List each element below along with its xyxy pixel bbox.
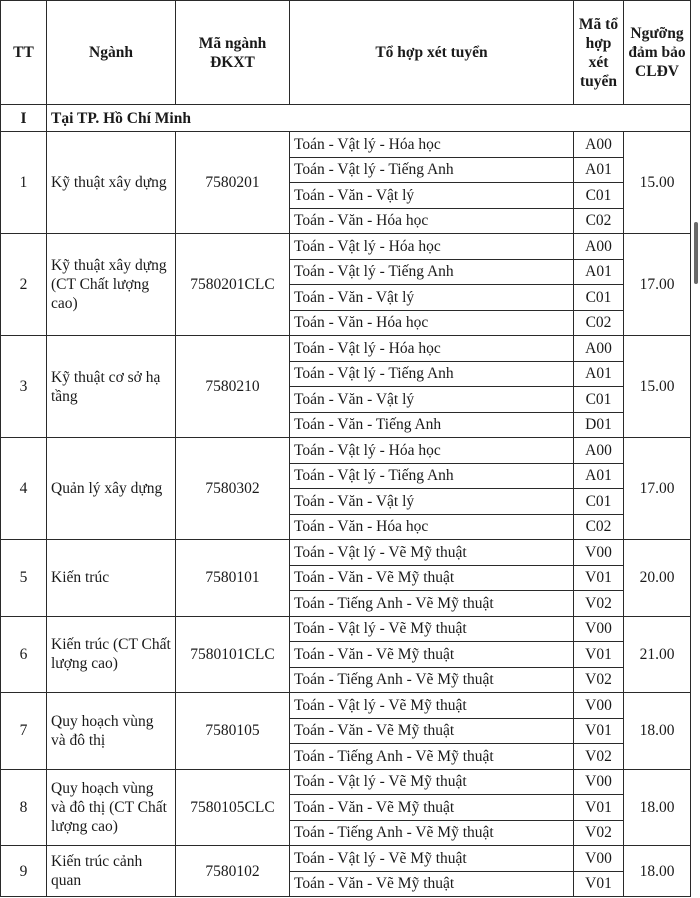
table-row: [1, 616, 691, 642]
program-name: Kiến trúc cảnh quan: [47, 846, 176, 897]
row-number: 6: [1, 616, 47, 693]
subject-combination: Toán - Văn - Vật lý: [290, 387, 574, 413]
combination-code: V00: [574, 616, 624, 642]
table-row: [1, 234, 691, 260]
subject-combination: Toán - Văn - Vẽ Mỹ thuật: [290, 718, 574, 744]
program-code: 7580105CLC: [176, 769, 290, 846]
combination-code: V02: [574, 667, 624, 693]
combination-code: A00: [574, 132, 624, 158]
subject-combination: Toán - Vật lý - Vẽ Mỹ thuật: [290, 693, 574, 719]
combination-code: C01: [574, 387, 624, 413]
combination-code: V02: [574, 744, 624, 770]
combination-code: A00: [574, 336, 624, 362]
table-row: [1, 693, 691, 719]
header-to-hop: Tổ hợp xét tuyển: [290, 1, 574, 105]
subject-combination: Toán - Vật lý - Vẽ Mỹ thuật: [290, 616, 574, 642]
combination-code: C02: [574, 514, 624, 540]
combination-code: C01: [574, 183, 624, 209]
subject-combination: Toán - Văn - Hóa học: [290, 208, 574, 234]
header-ma-nganh: Mã ngành ĐKXT: [176, 1, 290, 105]
program-code: 7580201CLC: [176, 234, 290, 336]
scrollbar-thumb[interactable]: [694, 222, 698, 284]
program-code: 7580201: [176, 132, 290, 234]
program-name: Kỹ thuật xây dựng: [47, 132, 176, 234]
combination-code: V00: [574, 540, 624, 566]
subject-combination: Toán - Văn - Tiếng Anh: [290, 412, 574, 438]
subject-combination: Toán - Vật lý - Hóa học: [290, 438, 574, 464]
subject-combination: Toán - Tiếng Anh - Vẽ Mỹ thuật: [290, 591, 574, 617]
program-name: Kỹ thuật cơ sở hạ tầng: [47, 336, 176, 438]
threshold-score: 17.00: [624, 438, 691, 540]
row-number: 7: [1, 693, 47, 770]
header-nguong: Ngưỡng đảm bảo CLĐV: [624, 1, 691, 105]
subject-combination: Toán - Tiếng Anh - Vẽ Mỹ thuật: [290, 820, 574, 846]
program-code: 7580105: [176, 693, 290, 770]
combination-code: V01: [574, 642, 624, 668]
row-number: 9: [1, 846, 47, 897]
table-row: [1, 438, 691, 464]
table-row: [1, 540, 691, 566]
combination-code: V00: [574, 769, 624, 795]
subject-combination: Toán - Văn - Vật lý: [290, 183, 574, 209]
table-row: [1, 846, 691, 872]
threshold-score: 20.00: [624, 540, 691, 617]
combination-code: V01: [574, 871, 624, 897]
row-number: 1: [1, 132, 47, 234]
subject-combination: Toán - Vật lý - Tiếng Anh: [290, 157, 574, 183]
program-code: 7580101: [176, 540, 290, 617]
subject-combination: Toán - Vật lý - Hóa học: [290, 234, 574, 260]
row-number: 2: [1, 234, 47, 336]
combination-code: C02: [574, 310, 624, 336]
subject-combination: Toán - Văn - Vẽ Mỹ thuật: [290, 871, 574, 897]
subject-combination: Toán - Văn - Vật lý: [290, 285, 574, 311]
combination-code: A01: [574, 157, 624, 183]
subject-combination: Toán - Vật lý - Vẽ Mỹ thuật: [290, 769, 574, 795]
subject-combination: Toán - Vật lý - Hóa học: [290, 336, 574, 362]
table-row: [1, 336, 691, 362]
subject-combination: Toán - Văn - Vẽ Mỹ thuật: [290, 795, 574, 821]
row-number: 3: [1, 336, 47, 438]
subject-combination: Toán - Vật lý - Vẽ Mỹ thuật: [290, 540, 574, 566]
combination-code: A01: [574, 259, 624, 285]
threshold-score: 18.00: [624, 693, 691, 770]
program-code: 7580102: [176, 846, 290, 897]
combination-code: A00: [574, 438, 624, 464]
combination-code: V01: [574, 565, 624, 591]
threshold-score: 18.00: [624, 769, 691, 846]
combination-code: A01: [574, 361, 624, 387]
row-number: 5: [1, 540, 47, 617]
header-tt: TT: [1, 1, 47, 105]
table-header-row: [1, 1, 691, 105]
combination-code: V02: [574, 820, 624, 846]
row-number: 8: [1, 769, 47, 846]
header-ma-to-hop: Mã tổ hợp xét tuyển: [574, 1, 624, 105]
subject-combination: Toán - Vật lý - Vẽ Mỹ thuật: [290, 846, 574, 872]
subject-combination: Toán - Văn - Vẽ Mỹ thuật: [290, 642, 574, 668]
subject-combination: Toán - Tiếng Anh - Vẽ Mỹ thuật: [290, 744, 574, 770]
combination-code: C02: [574, 208, 624, 234]
subject-combination: Toán - Văn - Vẽ Mỹ thuật: [290, 565, 574, 591]
combination-code: V00: [574, 693, 624, 719]
program-name: Quy hoạch vùng và đô thị (CT Chất lượng cao): [47, 769, 176, 846]
combination-code: V01: [574, 718, 624, 744]
threshold-score: 17.00: [624, 234, 691, 336]
row-number: 4: [1, 438, 47, 540]
threshold-score: 18.00: [624, 846, 691, 897]
subject-combination: Toán - Tiếng Anh - Vẽ Mỹ thuật: [290, 667, 574, 693]
subject-combination: Toán - Vật lý - Tiếng Anh: [290, 463, 574, 489]
program-code: 7580302: [176, 438, 290, 540]
subject-combination: Toán - Văn - Hóa học: [290, 514, 574, 540]
combination-code: C01: [574, 489, 624, 515]
section-row: [1, 105, 691, 132]
section-index: I: [1, 105, 47, 132]
program-code: 7580101CLC: [176, 616, 290, 693]
threshold-score: 15.00: [624, 336, 691, 438]
subject-combination: Toán - Vật lý - Tiếng Anh: [290, 259, 574, 285]
subject-combination: Toán - Vật lý - Tiếng Anh: [290, 361, 574, 387]
combination-code: V00: [574, 846, 624, 872]
combination-code: D01: [574, 412, 624, 438]
combination-code: A00: [574, 234, 624, 260]
section-title: Tại TP. Hồ Chí Minh: [47, 105, 691, 132]
table-row: [1, 132, 691, 158]
program-name: Quy hoạch vùng và đô thị: [47, 693, 176, 770]
combination-code: A01: [574, 463, 624, 489]
program-name: Kiến trúc (CT Chất lượng cao): [47, 616, 176, 693]
combination-code: V01: [574, 795, 624, 821]
header-nganh: Ngành: [47, 1, 176, 105]
subject-combination: Toán - Văn - Hóa học: [290, 310, 574, 336]
subject-combination: Toán - Vật lý - Hóa học: [290, 132, 574, 158]
program-name: Kiến trúc: [47, 540, 176, 617]
threshold-score: 21.00: [624, 616, 691, 693]
program-name: Quản lý xây dựng: [47, 438, 176, 540]
subject-combination: Toán - Văn - Vật lý: [290, 489, 574, 515]
combination-code: C01: [574, 285, 624, 311]
threshold-score: 15.00: [624, 132, 691, 234]
table-row: [1, 769, 691, 795]
combination-code: V02: [574, 591, 624, 617]
program-code: 7580210: [176, 336, 290, 438]
program-name: Kỹ thuật xây dựng (CT Chất lượng cao): [47, 234, 176, 336]
